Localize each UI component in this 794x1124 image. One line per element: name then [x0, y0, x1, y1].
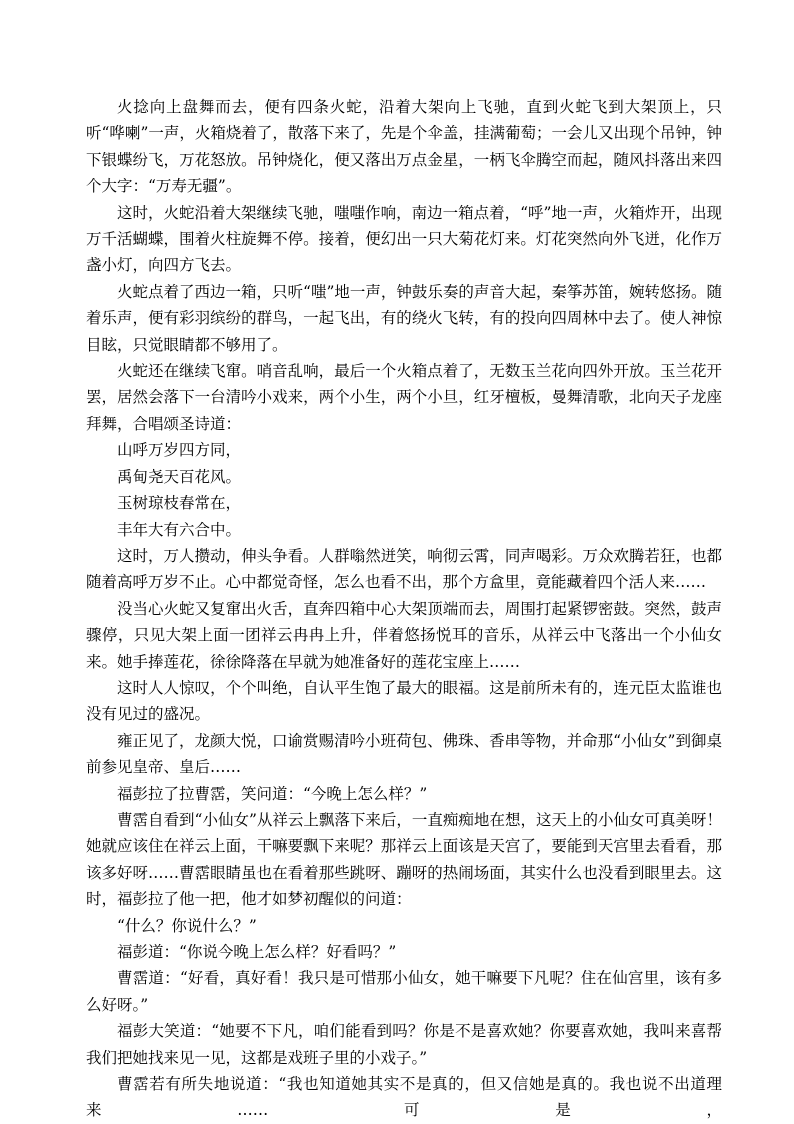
paragraph-9: 福彭拉了拉曹霑，笑问道：“今晚上怎么样？” — [117, 784, 428, 803]
paragraph-1: 火捻向上盘舞而去，便有四条火蛇，沿着大架向上飞驰，直到火蛇飞到大架顶上，只听“哗喇”一声，火箱烧着了，散落下来了，先是个伞盖，挂满葡萄；一会儿又出现个吊钟，钟下银蝶纷飞，万花怒放。吊钟烧化，便又落出万点金星，一柄飞伞腾空而起，随风抖落出来四个大字：“万寿无疆”。 — [86, 98, 722, 196]
dialogue-line-5: 曹霑若有所失地说道：“我也知道她其实不是真的，但又信她是真的。我也说不出道理来……可是， — [86, 1075, 722, 1120]
poem-line-1: 山呼万岁四方同， — [117, 441, 242, 460]
paragraph-6: 没当心火蛇又复窜出火舌，直奔四箱中心大架顶端而去，周围打起紧锣密鼓。突然，鼓声骤停，只见大架上面一团祥云冉冉上升，伴着悠扬悦耳的音乐，从祥云中飞落出一个小仙女来。她手捧莲花，徐徐降落在早就为她准备好的莲花宝座上…… — [86, 599, 722, 671]
paragraph-10: 曹霑自看到“小仙女”从祥云上飘落下来后，一直痴痴地在想，这天上的小仙女可真美呀！她就应该住在祥云上面，干嘛要飘下来呢？那祥云上面该是天宫了，要能到天宫里去看看，那该多好呀……曹霑眼睛虽也在看着那些跳呀、蹦呀的热闹场面，其实什么也没看到眼里去。这时，福彭拉了他一把，他才如梦初醒似的问道： — [86, 810, 722, 909]
paragraph-7: 这时人人惊叹，个个叫绝，自认平生饱了最大的眼福。这是前所未有的，连元臣太监谁也没有见过的盛况。 — [86, 678, 722, 724]
poem-line-3: 玉树琼枝春常在， — [117, 494, 242, 513]
paragraph-8: 雍正见了，龙颜大悦，口谕赏赐清吟小班荷包、佛珠、香串等物，并命那“小仙女”到御桌前参见皇帝、皇后…… — [86, 731, 722, 777]
dialogue-line-3: 曹霑道：“好看，真好看！我只是可惜那小仙女，她干嘛要下凡呢？住在仙宫里，该有多么好呀。” — [86, 969, 722, 1014]
document-body — [86, 94, 722, 1124]
paragraph-5: 这时，万人攒动，伸头争看。人群嗡然迸笑，响彻云霄，同声喝彩。万众欢腾若狂，也都随着高呼万岁不止。心中都觉奇怪，怎么也看不出，那个方盒里，竟能藏着四个活人来…… — [86, 546, 722, 592]
paragraph-3: 火蛇点着了西边一箱，只听“嗤”地一声，钟鼓乐奏的声音大起，秦筝苏笛，婉转悠扬。随着乐声，便有彩羽缤纷的群鸟，一起飞出，有的绕火飞转，有的投向四周林中去了。使人神惊目眩，只觉眼睛都不够用了。 — [86, 282, 722, 354]
dialogue-line-4: 福彭大笑道：“她要不下凡，咱们能看到吗？你是不是喜欢她？你要喜欢她，我叫来喜帮我们把她找来见一见，这都是戏班子里的小戏子。” — [86, 1022, 722, 1067]
paragraph-4: 火蛇还在继续飞窜。哨音乱响，最后一个火箱点着了，无数玉兰花向四外开放。玉兰花开罢，居然会落下一台清吟小戏来，两个小生，两个小旦，红牙檀板，曼舞清歌，北向天子龙座拜舞，合唱颂圣诗道： — [86, 362, 722, 433]
poem-line-2: 禹甸尧天百花风。 — [117, 467, 242, 486]
paragraph-2: 这时，火蛇沿着大架继续飞驰，嗤嗤作响，南边一箱点着，“呼”地一声，火箱炸开，出现万千活蝴蝶，围着火柱旋舞不停。接着，便幻出一只大菊花灯来。灯花突然向外飞迸，化作万盏小灯，向四方飞去。 — [86, 203, 722, 275]
dialogue-line-2: 福彭道：“你说今晚上怎么样？好看吗？” — [117, 943, 397, 961]
dialogue-line-1: “什么？你说什么？” — [117, 916, 257, 935]
poem-line-4: 丰年大有六合中。 — [117, 520, 242, 539]
